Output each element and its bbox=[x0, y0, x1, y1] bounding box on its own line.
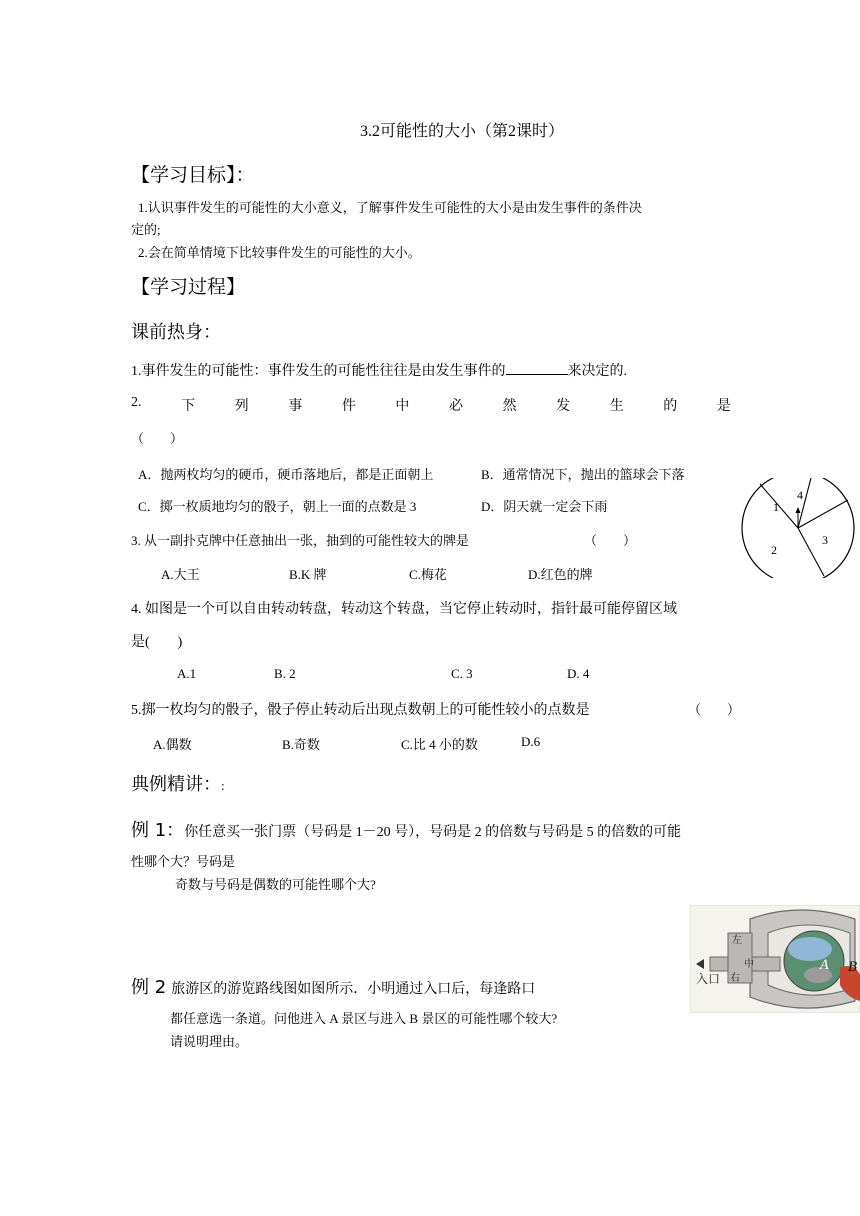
q2-char: 然 bbox=[502, 399, 517, 414]
question-2-option-d: D．阴天就一定会下雨 bbox=[481, 499, 608, 514]
q2-char: 列 bbox=[234, 399, 249, 414]
q2-char: 2. bbox=[131, 395, 142, 410]
spinner-label-2: 2 bbox=[771, 543, 777, 557]
question-5-paren: （ ） bbox=[688, 702, 741, 717]
warmup-heading: 课前热身： bbox=[131, 322, 221, 343]
examples-heading-block bbox=[131, 770, 225, 796]
question-3: 3. 从一副扑克牌中任意抽出一张，抽到的可能性较大的牌是 bbox=[131, 533, 470, 548]
question-3-option-d: D.红色的牌 bbox=[528, 567, 593, 582]
q2-char: 的 bbox=[663, 399, 678, 414]
example-2-line-3: 请说明理由。 bbox=[170, 1034, 249, 1049]
tour-route-map bbox=[690, 905, 860, 1013]
example-1-label: 例 1： bbox=[131, 820, 185, 841]
q2-char: 必 bbox=[448, 399, 463, 414]
question-3-option-a: A.大王 bbox=[161, 567, 200, 582]
goal-item-1-line-1: 1.认识事件发生的可能性的大小意义，了解事件发生可能性的大小是由发生事件的条件决 bbox=[138, 200, 642, 215]
question-4-option-d: D. 4 bbox=[567, 666, 590, 681]
goal-item-2: 2.会在简单情境下比较事件发生的可能性的大小。 bbox=[138, 245, 421, 260]
question-3-paren: （ ） bbox=[584, 533, 637, 548]
question-2-paren: （ ） bbox=[131, 431, 184, 446]
process-heading: 【学习过程】 bbox=[131, 276, 246, 298]
goals-heading: 【学习目标】： bbox=[131, 164, 255, 186]
q2-char: 件 bbox=[341, 399, 356, 414]
question-5: 5.掷一枚均匀的骰子，骰子停止转动后出现点数朝上的可能性较小的点数是 bbox=[131, 703, 590, 718]
question-5-option-a: A.偶数 bbox=[153, 737, 192, 752]
question-1-text: 1.事件发生的可能性：事件发生的可能性往往是由发生事件的 bbox=[131, 364, 506, 379]
spinner-pointer-arrow-icon bbox=[796, 507, 801, 513]
spinner-divider bbox=[760, 484, 798, 528]
question-1-tail: 来决定的. bbox=[567, 364, 627, 379]
q2-char: 发 bbox=[556, 399, 571, 414]
example-1-line-2: 性哪个大？号码是 bbox=[131, 854, 236, 869]
example-2-text: 旅游区的游览路线图如图所示．小明通过入口后，每逢路口 bbox=[171, 982, 536, 997]
example-1-line-3: 奇数与号码是偶数的可能性哪个大? bbox=[175, 877, 376, 892]
question-5-option-b: B.奇数 bbox=[282, 737, 320, 752]
answer-blank bbox=[506, 362, 568, 375]
examples-heading: 典例精讲： bbox=[131, 774, 221, 795]
question-3-option-b: B.K 牌 bbox=[289, 567, 327, 582]
question-4-option-b: B. 2 bbox=[274, 666, 296, 681]
map-middle-label: 中 bbox=[744, 959, 754, 970]
page-title: 3.2可能性的大小（第2课时） bbox=[360, 123, 565, 140]
spinner-divider bbox=[798, 478, 812, 528]
spinner-divider bbox=[798, 528, 824, 576]
question-2-stem bbox=[131, 395, 731, 415]
q2-char: 生 bbox=[609, 399, 624, 414]
map-a-label: A bbox=[820, 958, 830, 973]
spinner-label-4: 4 bbox=[797, 488, 803, 502]
example-1-line-1 bbox=[131, 816, 681, 842]
question-5-option-c: C.比 4 小的数 bbox=[401, 737, 478, 752]
q2-char: 是 bbox=[716, 399, 731, 414]
map-b-label: B bbox=[848, 960, 858, 975]
q2-char: 中 bbox=[395, 399, 410, 414]
map-entrance-label: 入口 bbox=[696, 972, 721, 986]
example-2-line-2: 都任意选一条道。问他进入 A 景区与进入 B 景区的可能性哪个较大? bbox=[170, 1011, 558, 1026]
question-2-option-c: C．掷一枚质地均匀的骰子，朝上一面的点数是 3 bbox=[138, 499, 417, 514]
question-4-line-1: 4. 如图是一个可以自由转动转盘，转动这个转盘，当它停止转动时，指针最可能停留区域 bbox=[131, 602, 677, 617]
spinner-label-1: 1 bbox=[773, 500, 779, 514]
question-3-option-c: C.梅花 bbox=[409, 567, 447, 582]
map-left-label: 左 bbox=[732, 935, 742, 946]
map-right-label: 右 bbox=[730, 973, 740, 984]
q2-char: 事 bbox=[288, 399, 303, 414]
example-1-text: 你任意买一张门票（号码是 1－20 号），号码是 2 的倍数与号码是 5 的倍数的可能 bbox=[184, 825, 682, 840]
question-4-option-a: A.1 bbox=[177, 666, 197, 681]
question-2-option-a: A．抛两枚均匀的硬币，硬币落地后，都是正面朝上 bbox=[138, 467, 434, 482]
examples-heading-tail: : bbox=[221, 778, 225, 793]
example-2-label: 例 2 bbox=[131, 977, 167, 998]
question-2-option-b: B．通常情况下，抛出的篮球会下落 bbox=[481, 467, 685, 482]
question-4-line-2: 是( ) bbox=[131, 635, 183, 650]
q2-char: 下 bbox=[181, 399, 196, 414]
goal-item-1-line-2: 定的; bbox=[131, 222, 161, 237]
question-4-option-c: C. 3 bbox=[451, 666, 473, 681]
question-5-option-d: D.6 bbox=[521, 734, 541, 749]
spinner-label-3: 3 bbox=[822, 533, 828, 547]
question-1 bbox=[131, 360, 627, 380]
example-2-line-1 bbox=[131, 973, 535, 999]
spinner-figure bbox=[738, 478, 856, 578]
spinner-divider bbox=[798, 500, 848, 528]
